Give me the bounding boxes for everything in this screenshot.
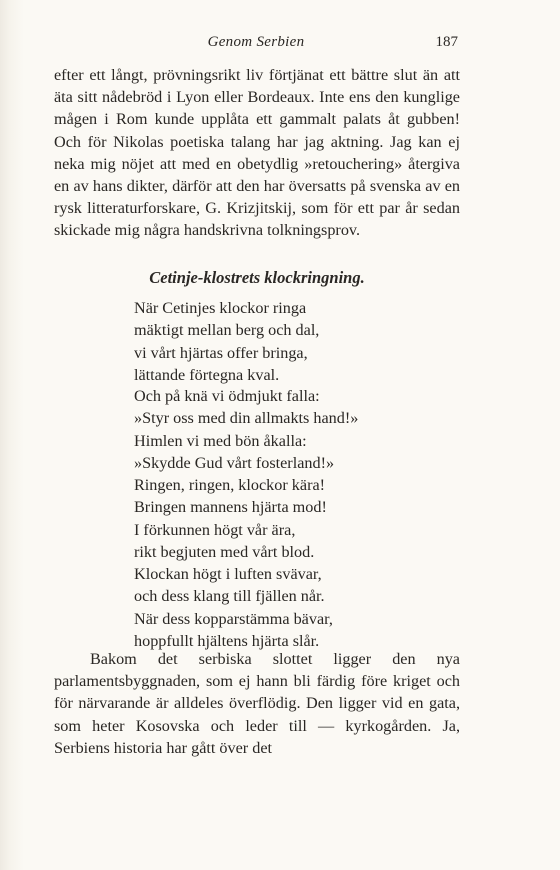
poem-line: »Skydde Gud vårt fosterland!»: [134, 454, 335, 473]
paragraph-parliament: Bakom det serbiska slottet ligger den nya parlamentsbyggnaden, som ej hann bli färdig före kriget och för närvarande är alldeles överflödig. Den ligger vid en gata, som heter Kosovska och leder till — kyrkogården. Ja, Serbiens historia har gått över det: [54, 650, 460, 757]
poem-stanza-4: [134, 563, 434, 653]
poem-line: lättande förtegna kval.: [134, 366, 280, 385]
paragraph-intro: efter ett långt, prövningsrikt liv förtjänat ett bättre slut än att äta sitt nådebröd i Lyon eller Bordeaux. Inte ens den kunglige mågen i Rom kunde upplåta ett gammalt palats åt gubben! Och för Nikolas poetiska talang har jag aktning. Jag kan ej neka mig nöjet att med en obetydlig »retouchering» återgiva en av hans dikter, därför att den har översatts på svenska av en rysk litteraturforskare, G. Krizjitskij, som för ett par år sedan skickade mig några handskrivna tolkningsprov.: [54, 66, 460, 240]
poem-line: När Cetinjes klockor ringa: [134, 299, 307, 317]
poem-line: I förkunnen högt vår ära,: [134, 520, 296, 539]
poem-line: Klockan högt i luften svävar,: [134, 565, 322, 583]
poem-line: mäktigt mellan berg och dal,: [134, 321, 320, 340]
poem-line: hoppfullt hjältens hjärta slår.: [134, 632, 320, 651]
poem-title: Cetinje-klostrets klockringning.: [149, 268, 365, 287]
poem-line: Himlen vi med bön åkalla:: [134, 431, 307, 450]
poem-line: Ringen, ringen, klockor kära!: [134, 476, 326, 494]
poem-line: »Styr oss med din allmakts hand!»: [134, 409, 359, 428]
page-header: [54, 34, 458, 56]
running-title: Genom Serbien: [207, 34, 305, 50]
poem-stanza-2: [134, 385, 434, 475]
page-number: 187: [435, 34, 458, 50]
poem-line: rikt begjuten med vårt blod.: [134, 543, 315, 562]
poem-line: När dess kopparstämma bävar,: [134, 609, 333, 628]
poem-line: vi vårt hjärtas offer bringa,: [134, 343, 308, 362]
poem-line: Och på knä vi ödmjukt falla:: [134, 387, 320, 405]
poem-stanza-1: [134, 297, 434, 387]
poem-stanza-3: [134, 474, 434, 564]
poem-line: och dess klang till fjällen når.: [134, 587, 325, 606]
poem-line: Bringen mannens hjärta mod!: [134, 498, 327, 517]
